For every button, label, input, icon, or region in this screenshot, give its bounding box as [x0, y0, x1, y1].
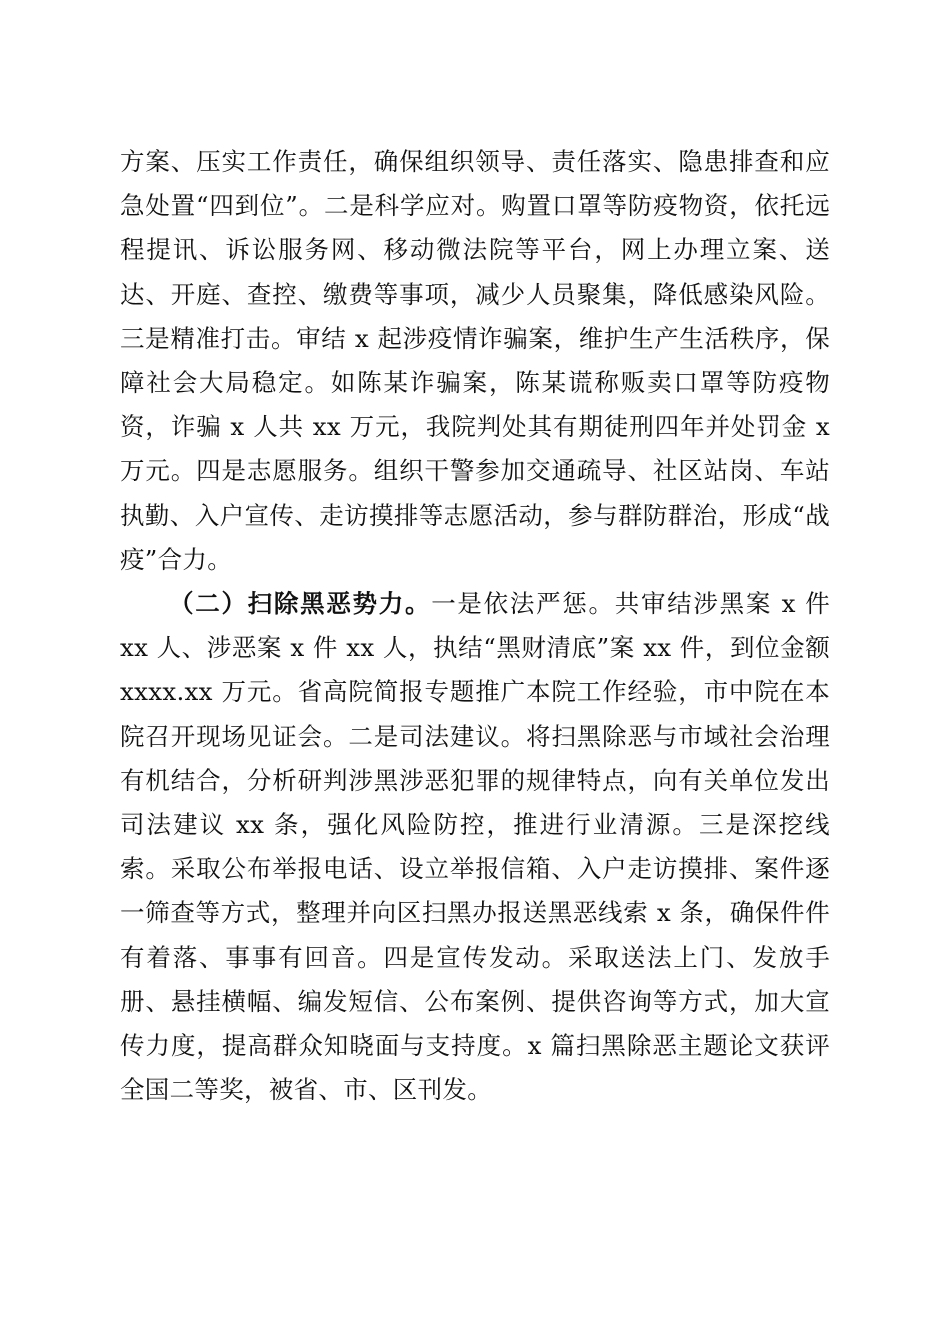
- section-heading: （二）扫除黑恶势力。: [169, 589, 432, 619]
- section-body-text: 一是依法严惩。共审结涉黑案 x 件 xx 人、涉恶案 x 件 xx 人，执结“黑财清底”案 xx 件，到位金额 xxxx.xx 万元。省高院简报专题推广本院工作经验，市中院在本院召开现场见证会。二是司法建议。将扫黑除恶与市域社会治理有机结合，分析研判涉黑涉恶犯罪的规律特点，向有关单位发出司法建议 xx 条，强化风险防控，推进行业清源。三是深挖线索。采取公布举报电话、设立举报信箱、入户走访摸排、案件逐一筛查等方式，整理并向区扫黑办报送黑恶线索 x 条，确保件件有着落、事事有回音。四是宣传发动。采取送法上门、发放手册、悬挂横幅、编发短信、公布案例、提供咨询等方式，加大宣传力度，提高群众知晓面与支持度。x 篇扫黑除恶主题论文获评全国二等奖，被省、市、区刊发。: [120, 589, 830, 1105]
- paragraph-continuation: 方案、压实工作责任，确保组织领导、责任落实、隐患排查和应急处置“四到位”。二是科学应对。购置口罩等防疫物资，依托远程提讯、诉讼服务网、移动微法院等平台，网上办理立案、送达、开庭、查控、缴费等事项，减少人员聚集，降低感染风险。三是精准打击。审结 x 起涉疫情诈骗案，维护生产生活秩序，保障社会大局稳定。如陈某诈骗案，陈某谎称贩卖口罩等防疫物资，诈骗 x 人共 xx 万元，我院判处其有期徒刑四年并处罚金 x 万元。四是志愿服务。组织干警参加交通疏导、社区站岗、车站执勤、入户宣传、走访摸排等志愿活动，参与群防群治，形成“战疫”合力。: [120, 147, 830, 574]
- paragraph-section-two: [120, 582, 830, 1112]
- document-body: [120, 140, 830, 1112]
